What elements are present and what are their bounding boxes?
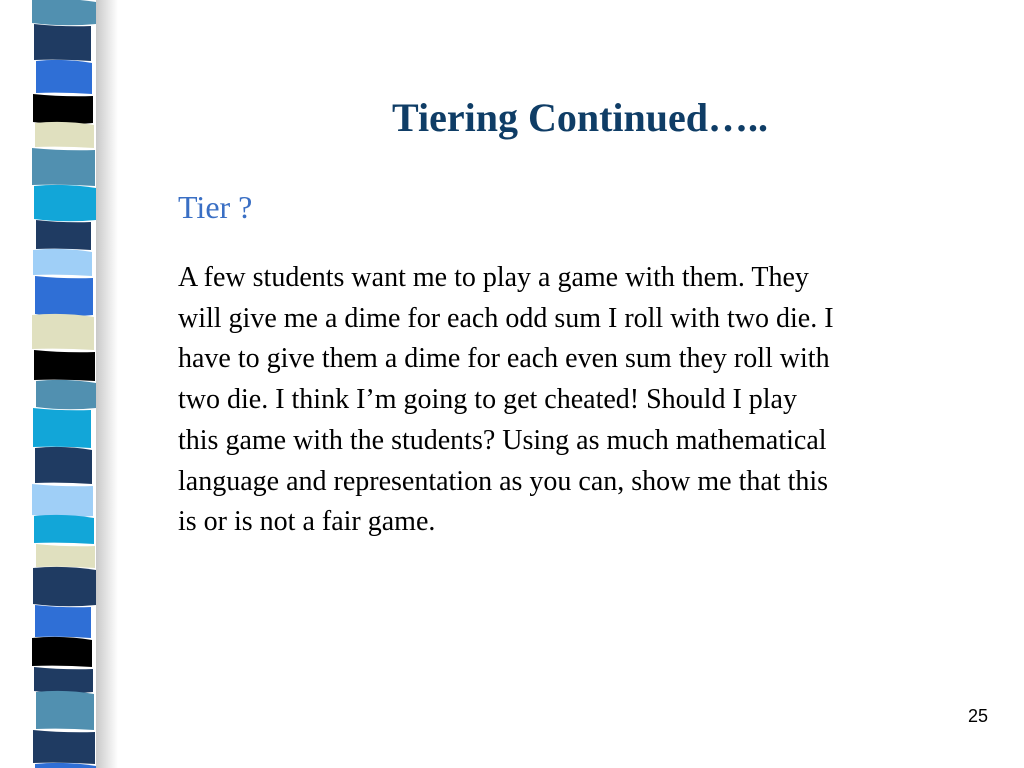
stripe-segment — [34, 667, 93, 693]
body-line: two die. I think I’m going to get cheated! Should I play — [178, 384, 797, 416]
body-line: have to give them a dime for each even sum they roll with — [178, 343, 830, 375]
stripe-segment — [36, 60, 92, 94]
stripe-segment — [35, 276, 93, 316]
stripe-segment — [34, 24, 91, 61]
stripe-segment — [32, 148, 95, 186]
stripe-segment — [34, 185, 96, 221]
page-number: 25 — [967, 706, 988, 726]
body-line: is or is not a fair game. — [178, 506, 436, 538]
stripe-segment — [33, 249, 92, 276]
stripe-segment — [36, 691, 94, 730]
stripe-segment — [32, 314, 94, 350]
stripe-segment — [35, 447, 92, 484]
stripe-group — [32, 0, 96, 768]
stripe-segment — [32, 484, 93, 517]
stripe-segment — [32, 637, 92, 667]
stripe-segment — [36, 380, 96, 409]
stripe-shadow — [96, 0, 118, 768]
body-line: will give me a dime for each odd sum I roll with two die. I — [178, 302, 834, 334]
body-line: language and representation as you can, show me that this — [178, 465, 829, 497]
stripe-bar-graphic — [0, 0, 118, 768]
stripe-segment — [32, 0, 96, 25]
stripe-segment — [34, 350, 95, 381]
stripe-segment — [35, 763, 96, 768]
stripe-segment — [33, 730, 95, 764]
stripe-segment — [34, 515, 94, 544]
stripe-segment — [36, 544, 95, 568]
stripe-segment — [35, 605, 91, 638]
stripe-segment — [33, 567, 96, 606]
stripe-segment — [35, 122, 94, 148]
slide-subtitle: Tier ? — [178, 189, 253, 225]
body-line: A few students want me to play a game with them. They — [178, 262, 809, 293]
stripe-segment — [36, 220, 91, 250]
slide-body — [178, 258, 998, 543]
decorative-stripe-bar — [0, 0, 118, 768]
stripe-segment — [33, 94, 93, 124]
body-line: this game with the students? Using as much mathematical — [178, 424, 827, 456]
slide-title: Tiering Continued….. — [392, 95, 768, 140]
stripe-segment — [33, 408, 91, 448]
